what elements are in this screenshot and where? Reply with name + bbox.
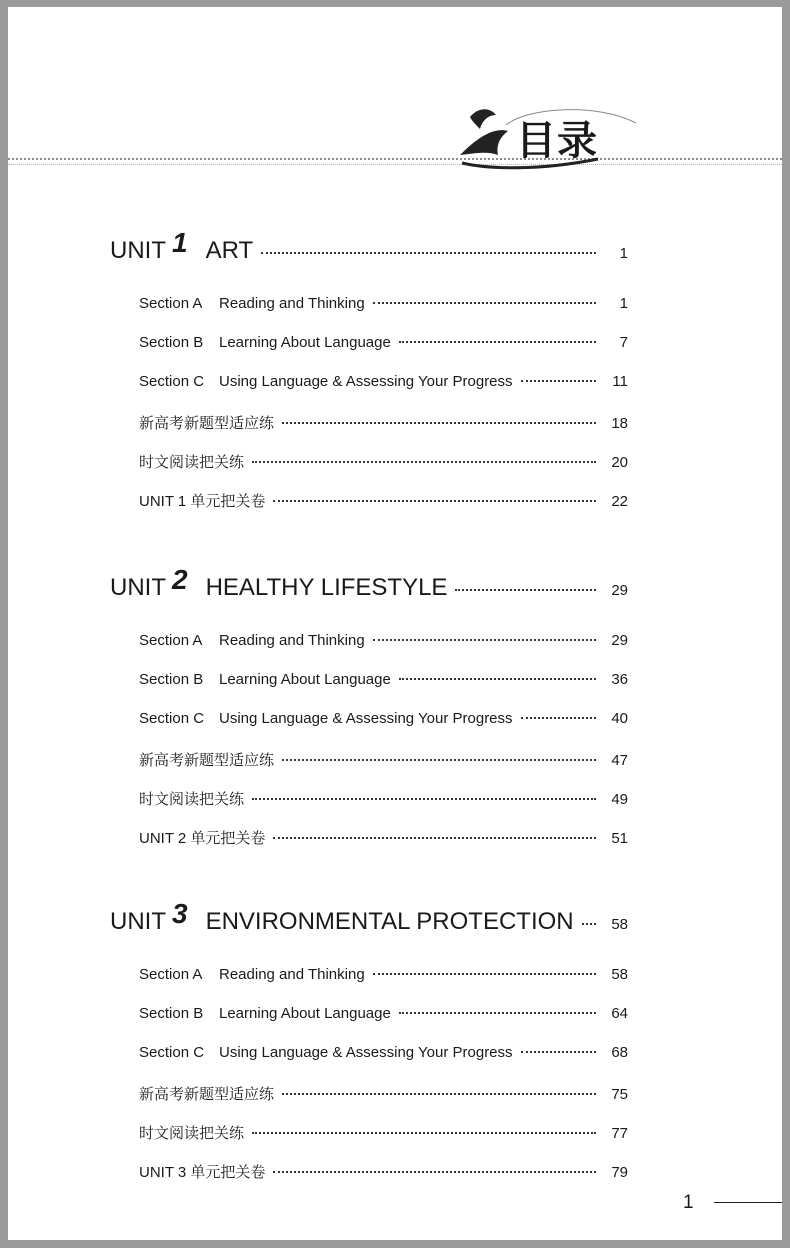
leader-dots: [399, 1012, 596, 1014]
toc-entry-title: Learning About Language: [219, 334, 391, 351]
toc-entry-label: [139, 788, 244, 809]
toc-entry[interactable]: [139, 412, 628, 433]
unit-name: HEALTHY LIFESTYLE: [205, 574, 448, 601]
leader-dots: [273, 837, 596, 839]
toc-entry-label: [139, 1083, 274, 1104]
unit-heading[interactable]: [110, 564, 628, 602]
toc-entry-page-number: 11: [612, 373, 628, 390]
toc-entry-title: Using Language & Assessing Your Progress: [219, 373, 513, 390]
toc-entry-title: 新高考新题型适应练: [139, 1086, 275, 1103]
toc-entry-title: 新高考新题型适应练: [139, 415, 275, 432]
toc-entry-label: [139, 451, 244, 472]
unit-page-number: 29: [611, 582, 628, 599]
page: [8, 7, 782, 1240]
toc-entry-label: [139, 334, 391, 351]
leader-dots: [282, 1093, 596, 1095]
toc-entry-page-number: 75: [611, 1086, 628, 1103]
page-number: 1: [683, 1192, 694, 1213]
unit-title: [110, 564, 448, 602]
unit-number: 3: [172, 898, 188, 929]
toc-entry-title: 时文阅读把关练: [139, 791, 245, 808]
toc-entry-label: [139, 490, 265, 511]
toc-entry[interactable]: [139, 749, 628, 770]
toc-entry-page-number: 51: [611, 830, 628, 847]
toc-entry-title: 时文阅读把关练: [139, 1125, 245, 1142]
toc-entry[interactable]: [139, 451, 628, 472]
toc-entry[interactable]: [139, 671, 628, 688]
section-label: Section C: [139, 1044, 205, 1061]
leader-dots: [282, 759, 596, 761]
section-label: Section C: [139, 373, 205, 390]
toc-entry[interactable]: [139, 295, 628, 312]
toc-entry-page-number: 40: [611, 710, 628, 727]
toc-entry-label: [139, 671, 391, 688]
unit-number: 1: [172, 227, 188, 258]
section-label: Section B: [139, 334, 204, 351]
leader-dots: [521, 717, 596, 719]
toc-entry[interactable]: [139, 334, 628, 351]
toc-entry-page-number: 64: [611, 1005, 628, 1022]
unit-heading[interactable]: [110, 898, 628, 936]
toc-entry-title: Reading and Thinking: [219, 632, 365, 649]
toc-entry-label: [139, 710, 513, 727]
toc-entry-title: Using Language & Assessing Your Progress: [219, 1044, 513, 1061]
toc-entry-label: [139, 373, 513, 390]
unit-name: ENVIRONMENTAL PROTECTION: [205, 908, 574, 935]
toc-entry[interactable]: [139, 827, 628, 848]
toc-entry[interactable]: [139, 1122, 628, 1143]
toc-entry[interactable]: [139, 1161, 628, 1182]
toc-entry-title: Learning About Language: [219, 671, 391, 688]
toc-entry-label: [139, 966, 365, 983]
toc-entry-page-number: 29: [611, 632, 628, 649]
toc-entry[interactable]: [139, 710, 628, 727]
leader-dots: [261, 252, 596, 254]
unit-prefix: UNIT: [110, 908, 166, 935]
leader-dots: [582, 923, 596, 925]
section-label: Section C: [139, 710, 205, 727]
page-title: 目录: [516, 118, 598, 164]
toc-entry-title: 时文阅读把关练: [139, 454, 245, 471]
unit-name: ART: [205, 237, 254, 264]
toc-entry[interactable]: [139, 632, 628, 649]
toc-entry-page-number: 36: [611, 671, 628, 688]
leader-dots: [282, 422, 596, 424]
toc-entry-page-number: 77: [611, 1125, 628, 1142]
unit-prefix: UNIT: [110, 237, 166, 264]
toc-entry-label: [139, 412, 274, 433]
page-number-rule: [714, 1202, 782, 1203]
toc-entry-label: [139, 1044, 513, 1061]
toc-entry-title: UNIT 2 单元把关卷: [139, 830, 266, 847]
toc-entry-label: [139, 1005, 391, 1022]
unit-prefix: UNIT: [110, 574, 166, 601]
toc-entry-label: [139, 827, 265, 848]
toc-entry-page-number: 79: [611, 1164, 628, 1181]
toc-entry[interactable]: [139, 1005, 628, 1022]
toc-entry-page-number: 1: [619, 295, 628, 312]
toc-entry-title: Using Language & Assessing Your Progress: [219, 710, 513, 727]
section-label: Section A: [139, 966, 203, 983]
toc-entry-page-number: 58: [611, 966, 628, 983]
table-of-contents: [8, 7, 782, 1240]
leader-dots: [521, 1051, 596, 1053]
toc-entry-title: UNIT 3 单元把关卷: [139, 1164, 266, 1181]
leader-dots: [399, 678, 596, 680]
toc-entry-page-number: 20: [611, 454, 628, 471]
leader-dots: [252, 461, 596, 463]
toc-entry-page-number: 18: [611, 415, 628, 432]
toc-entry-label: [139, 632, 365, 649]
toc-entry-page-number: 47: [611, 752, 628, 769]
unit-heading[interactable]: [110, 227, 628, 265]
leader-dots: [455, 589, 596, 591]
section-label: Section B: [139, 671, 204, 688]
unit-title: [110, 898, 574, 936]
unit-number: 2: [172, 564, 188, 595]
leader-dots: [373, 639, 596, 641]
leader-dots: [273, 500, 596, 502]
toc-entry[interactable]: [139, 1044, 628, 1061]
toc-entry-label: [139, 295, 365, 312]
toc-entry-title: Learning About Language: [219, 1005, 391, 1022]
toc-entry-title: Reading and Thinking: [219, 966, 365, 983]
toc-entry-label: [139, 1161, 265, 1182]
leader-dots: [252, 798, 596, 800]
section-label: Section A: [139, 632, 203, 649]
leader-dots: [273, 1171, 596, 1173]
toc-entry[interactable]: [139, 966, 628, 983]
toc-entry-label: [139, 749, 274, 770]
unit-page-number: 58: [611, 916, 628, 933]
unit-title: [110, 227, 254, 265]
unit-page-number: 1: [619, 245, 628, 262]
toc-entry-label: [139, 1122, 244, 1143]
toc-entry-title: 新高考新题型适应练: [139, 752, 275, 769]
toc-entry[interactable]: [139, 490, 628, 511]
toc-entry-page-number: 7: [619, 334, 628, 351]
leader-dots: [373, 302, 596, 304]
toc-entry[interactable]: [139, 1083, 628, 1104]
leader-dots: [373, 973, 596, 975]
section-label: Section A: [139, 295, 203, 312]
toc-entry-page-number: 49: [611, 791, 628, 808]
toc-entry-title: UNIT 1 单元把关卷: [139, 493, 266, 510]
leader-dots: [252, 1132, 596, 1134]
toc-entry-page-number: 68: [611, 1044, 628, 1061]
toc-entry[interactable]: [139, 373, 628, 390]
leader-dots: [521, 380, 596, 382]
toc-entry-title: Reading and Thinking: [219, 295, 365, 312]
toc-entry[interactable]: [139, 788, 628, 809]
leader-dots: [399, 341, 596, 343]
section-label: Section B: [139, 1005, 204, 1022]
toc-entry-page-number: 22: [611, 493, 628, 510]
